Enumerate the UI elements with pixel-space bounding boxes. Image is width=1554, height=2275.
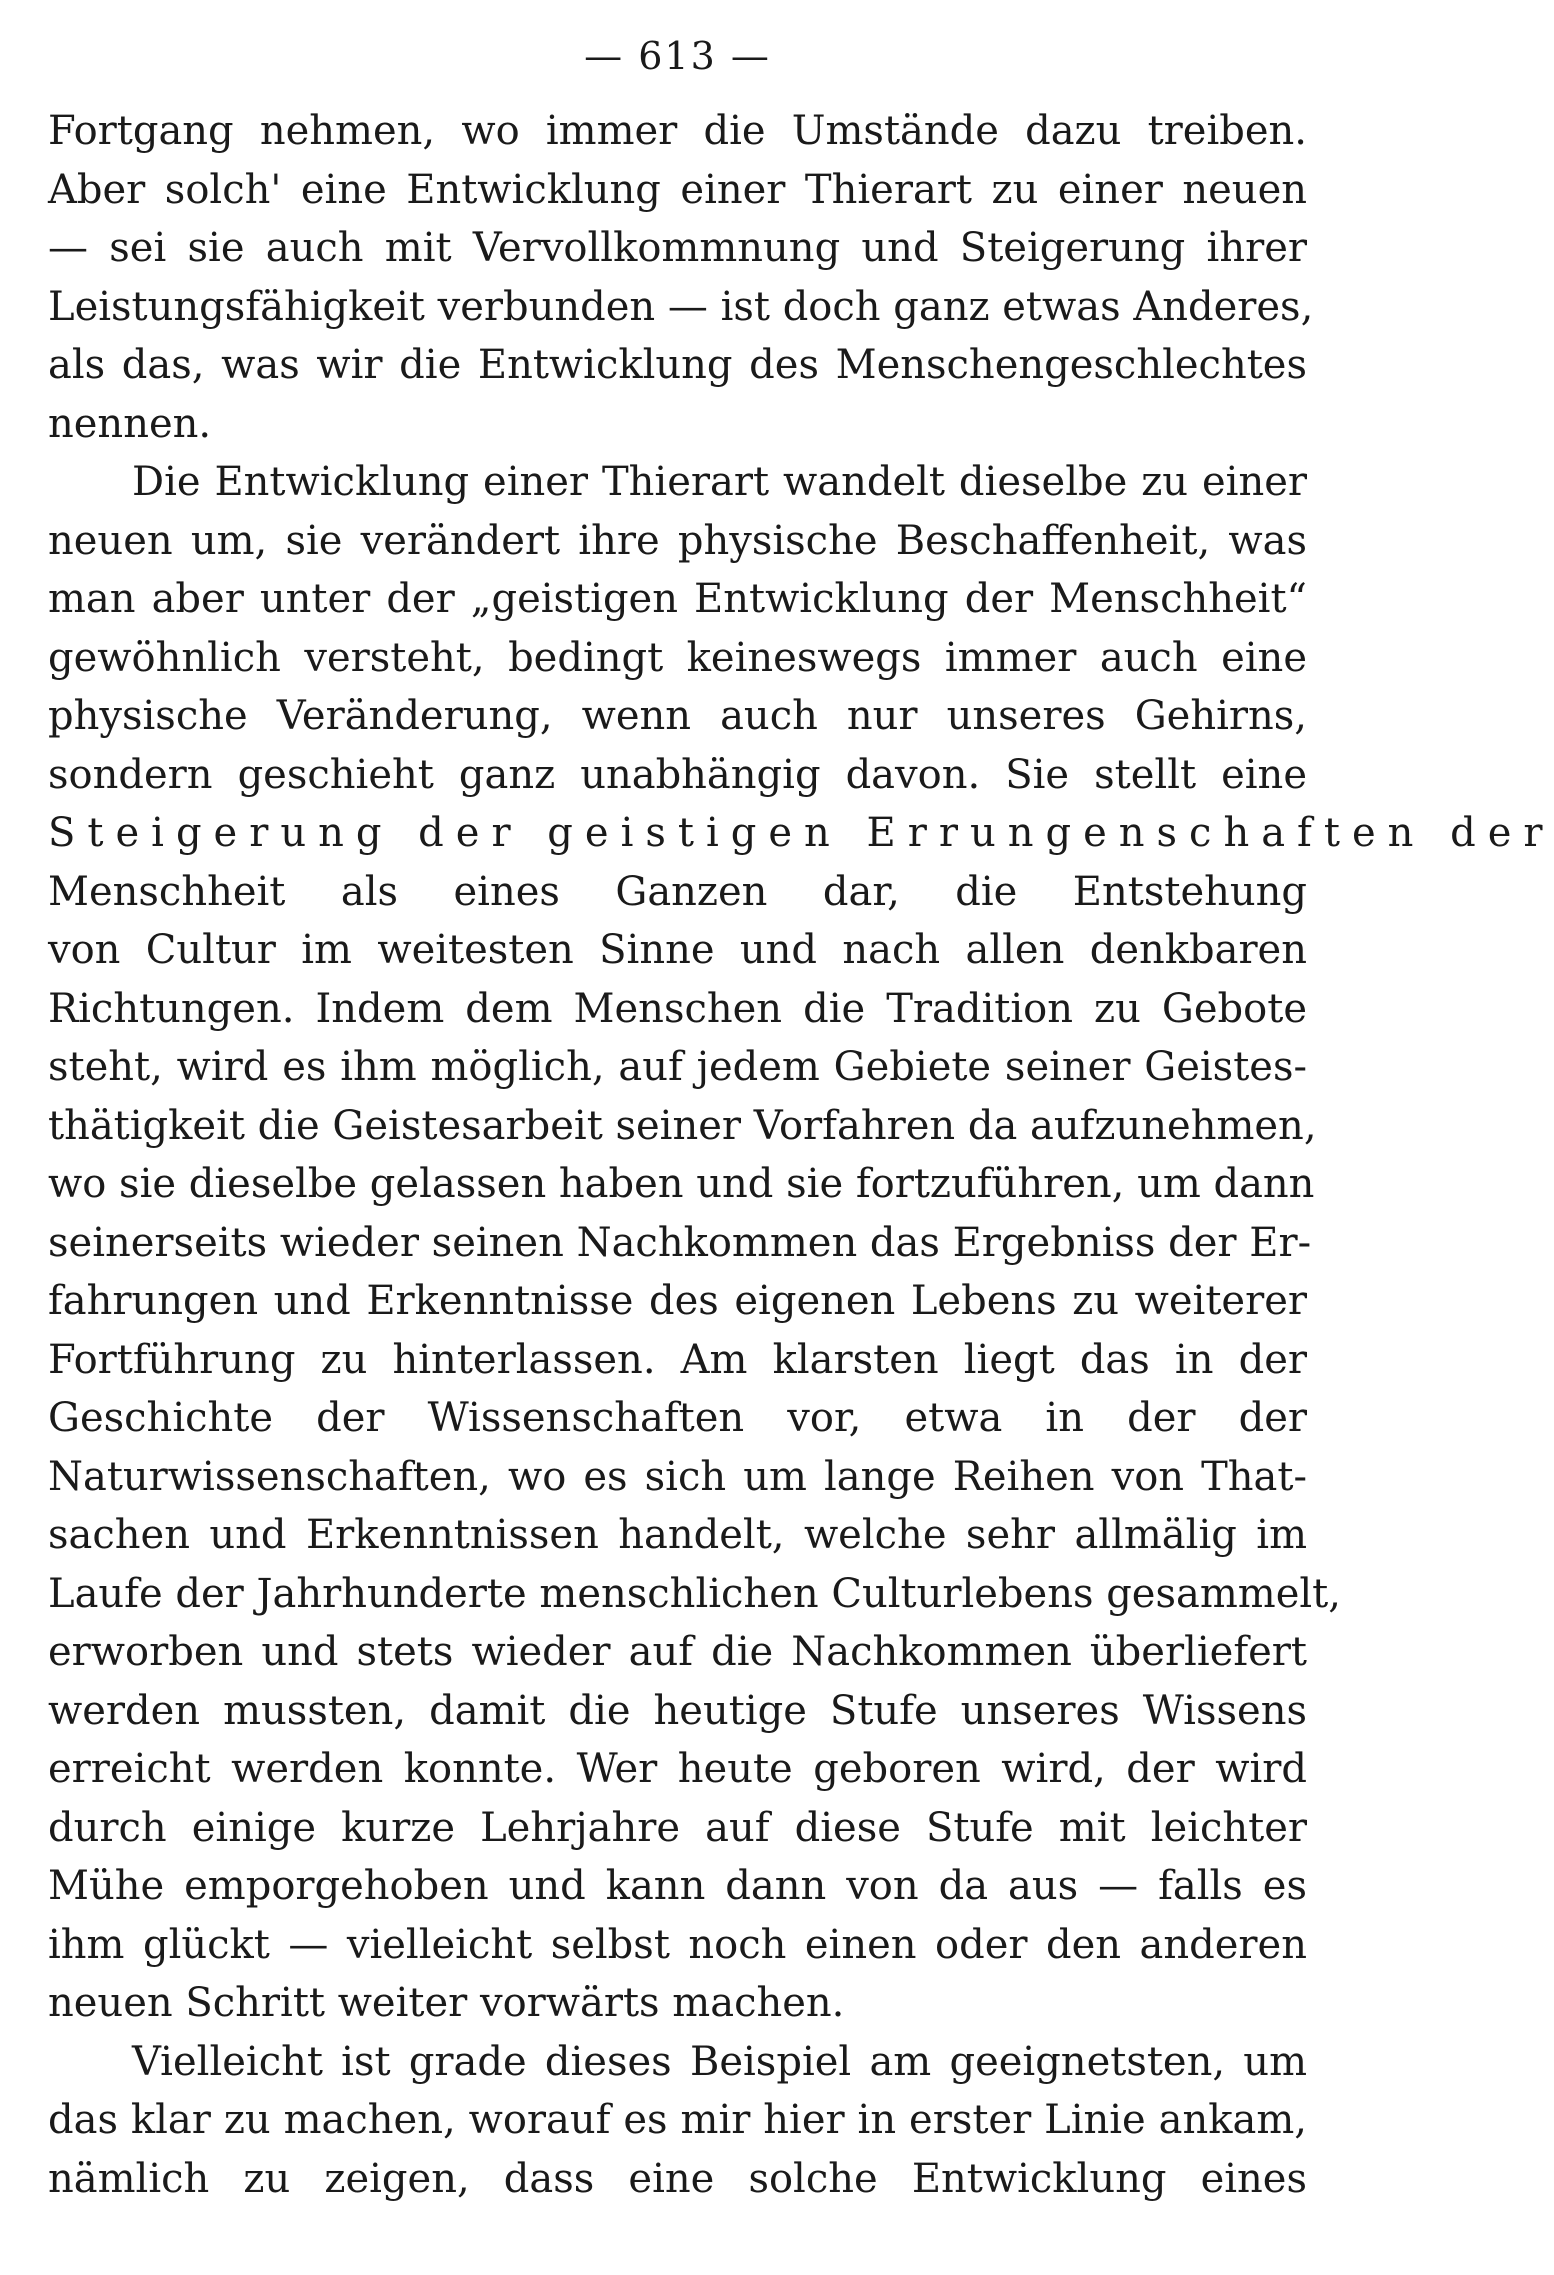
text-line: ihm glückt — vielleicht selbst noch einen oder den anderen	[48, 1921, 1307, 1968]
text-line: — sei sie auch mit Vervollkommnung und Steigerung ihrer	[48, 225, 1307, 271]
text-line: man aber unter der „geistigen Entwicklung der Menschheit“	[48, 576, 1307, 622]
paragraph-1	[48, 102, 1314, 453]
text-line: Vielleicht ist grade dieses Beispiel am geeignetsten, um	[132, 2038, 1307, 2085]
text-line: Richtungen. Indem dem Menschen die Tradition zu Gebote	[48, 985, 1307, 1032]
text-line: durch einige kurze Lehrjahre auf diese Stufe mit leichter	[48, 1804, 1307, 1851]
text-line: nämlich zu zeigen, dass eine solche Entwicklung eines	[48, 2155, 1307, 2202]
text-line: Menschheit als eines Ganzen dar, die Entstehung	[48, 868, 1307, 915]
text-line: neuen Schritt weiter vorwärts machen.	[48, 1980, 845, 2026]
text-line: fahrungen und Erkenntnisse des eigenen Lebens zu weiterer	[48, 1278, 1307, 1324]
text-line: Fortgang nehmen, wo immer die Umstände dazu treiben.	[48, 108, 1307, 154]
text-line: Fortführung zu hinterlassen. Am klarsten liegt das in der	[48, 1336, 1307, 1383]
text-line: Die Entwicklung einer Thierart wandelt dieselbe zu einer	[132, 459, 1307, 505]
text-line: als das, was wir die Entwicklung des Menschengeschlechtes	[48, 342, 1307, 388]
text-line: Steigerung der geistigen Errungenschaften der	[48, 810, 1554, 856]
text-line: sondern geschieht ganz unabhängig davon. Sie stellt eine	[48, 751, 1307, 798]
paragraph-3	[48, 2033, 1307, 2209]
text-line: von Cultur im weitesten Sinne und nach allen denkbaren	[48, 927, 1307, 973]
text-line: steht, wird es ihm möglich, auf jedem Gebiete seiner Geistes-	[48, 1044, 1307, 1090]
text-line: erworben und stets wieder auf die Nachkommen überliefert	[48, 1629, 1307, 1675]
text-line: Laufe der Jahrhunderte menschlichen Culturlebens gesammelt,	[48, 1570, 1341, 1617]
text-line: Mühe emporgehoben und kann dann von da aus — falls es	[48, 1863, 1307, 1909]
text-line: thätigkeit die Geistesarbeit seiner Vorfahren da aufzunehmen,	[48, 1102, 1317, 1149]
text-line: physische Veränderung, wenn auch nur unseres Gehirns,	[48, 693, 1307, 739]
text-line: neuen um, sie verändert ihre physische Beschaffenheit, was	[48, 517, 1307, 564]
text-line: das klar zu machen, worauf es mir hier in erster Linie ankam,	[48, 2097, 1307, 2143]
text-line: werden mussten, damit die heutige Stufe unseres Wissens	[48, 1687, 1307, 1734]
text-line: gewöhnlich versteht, bedingt keineswegs immer auch eine	[48, 634, 1307, 681]
page-number: — 613 —	[584, 34, 771, 78]
text-line: Naturwissenschaften, wo es sich um lange Reihen von That-	[48, 1453, 1307, 1500]
paragraph-2	[48, 453, 1554, 2033]
text-line: nennen.	[48, 400, 212, 447]
text-line: wo sie dieselbe gelassen haben und sie fortzuführen, um dann	[48, 1161, 1315, 1207]
text-line: sachen und Erkenntnissen handelt, welche sehr allmälig im	[48, 1512, 1307, 1558]
text-line: Geschichte der Wissenschaften vor, etwa in der der	[48, 1395, 1307, 1441]
text-line: Aber solch' eine Entwicklung einer Thierart zu einer neuen	[48, 166, 1307, 213]
text-line: seinerseits wieder seinen Nachkommen das Ergebniss der Er-	[48, 1219, 1312, 1266]
text-line: Leistungsfähigkeit verbunden — ist doch ganz etwas Anderes,	[48, 283, 1314, 330]
text-line: erreicht werden konnte. Wer heute geboren wird, der wird	[48, 1746, 1307, 1792]
